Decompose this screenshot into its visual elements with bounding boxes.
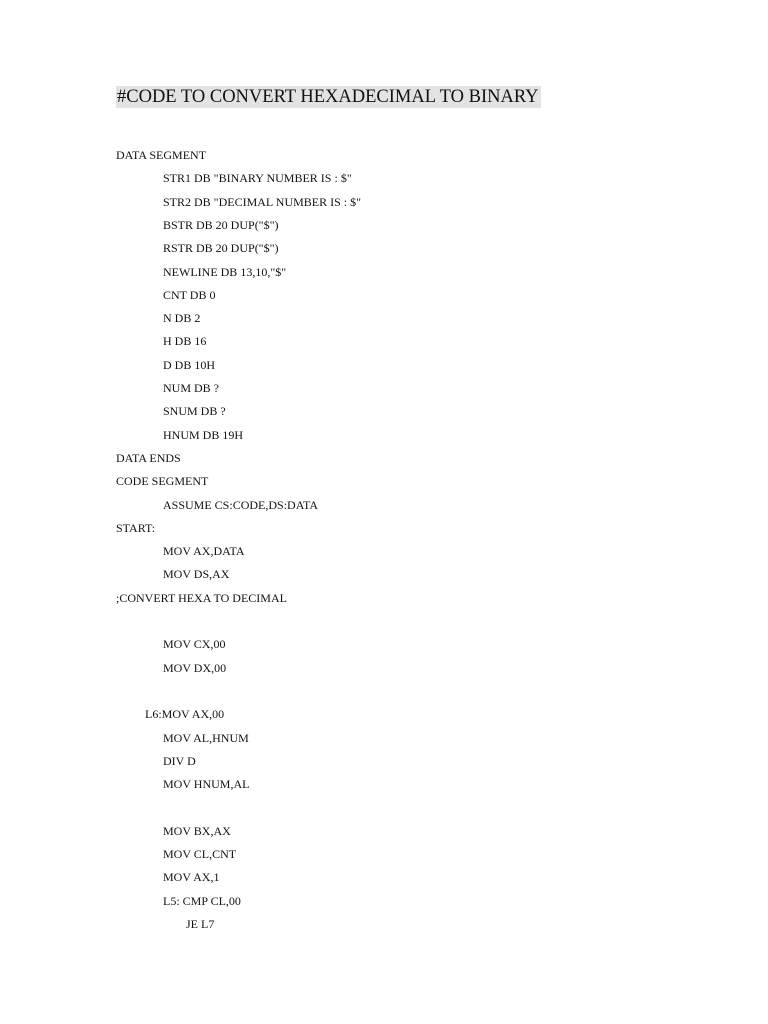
code-line: START:	[116, 520, 156, 535]
code-line: N DB 2	[163, 311, 201, 326]
code-line: MOV AX,1	[163, 870, 220, 885]
code-line: D DB 10H	[163, 357, 216, 372]
code-line: BSTR DB 20 DUP("$")	[163, 217, 279, 232]
code-line: DATA SEGMENT	[116, 148, 207, 162]
code-line: ;CONVERT HEXA TO DECIMAL	[116, 590, 287, 605]
code-line: NUM DB ?	[163, 381, 219, 395]
code-line: MOV CL,CNT	[163, 847, 237, 861]
code-line: MOV DX,00	[163, 660, 227, 675]
code-line: HNUM DB 19H	[163, 427, 244, 442]
code-line: MOV BX,AX	[163, 823, 231, 838]
code-line: STR1 DB "BINARY NUMBER IS : $"	[163, 171, 352, 186]
code-line: RSTR DB 20 DUP("$")	[163, 241, 279, 256]
code-line: STR2 DB "DECIMAL NUMBER IS : $"	[163, 194, 362, 209]
code-line: SNUM DB ?	[163, 404, 226, 419]
code-line: CNT DB 0	[163, 287, 216, 302]
code-line: MOV DS,AX	[163, 567, 230, 582]
document-title: #CODE TO CONVERT HEXADECIMAL TO BINARY	[117, 87, 539, 107]
code-line: JE L7	[186, 916, 215, 931]
code-line: DIV D	[163, 753, 196, 768]
code-line: CODE SEGMENT	[116, 474, 209, 489]
code-line: DATA ENDS	[116, 450, 181, 465]
code-line: ASSUME CS:CODE,DS:DATA	[163, 497, 319, 512]
code-line: L6:MOV AX,00	[145, 707, 225, 722]
code-line: MOV AL,HNUM	[163, 730, 249, 745]
code-line: H DB 16	[163, 334, 207, 349]
code-line: NEWLINE DB 13,10,"$"	[163, 264, 287, 279]
code-line: MOV HNUM,AL	[163, 777, 250, 792]
code-line: MOV AX,DATA	[163, 544, 245, 559]
code-line: MOV CX,00	[163, 637, 226, 652]
code-line: L5: CMP CL,00	[163, 893, 241, 908]
